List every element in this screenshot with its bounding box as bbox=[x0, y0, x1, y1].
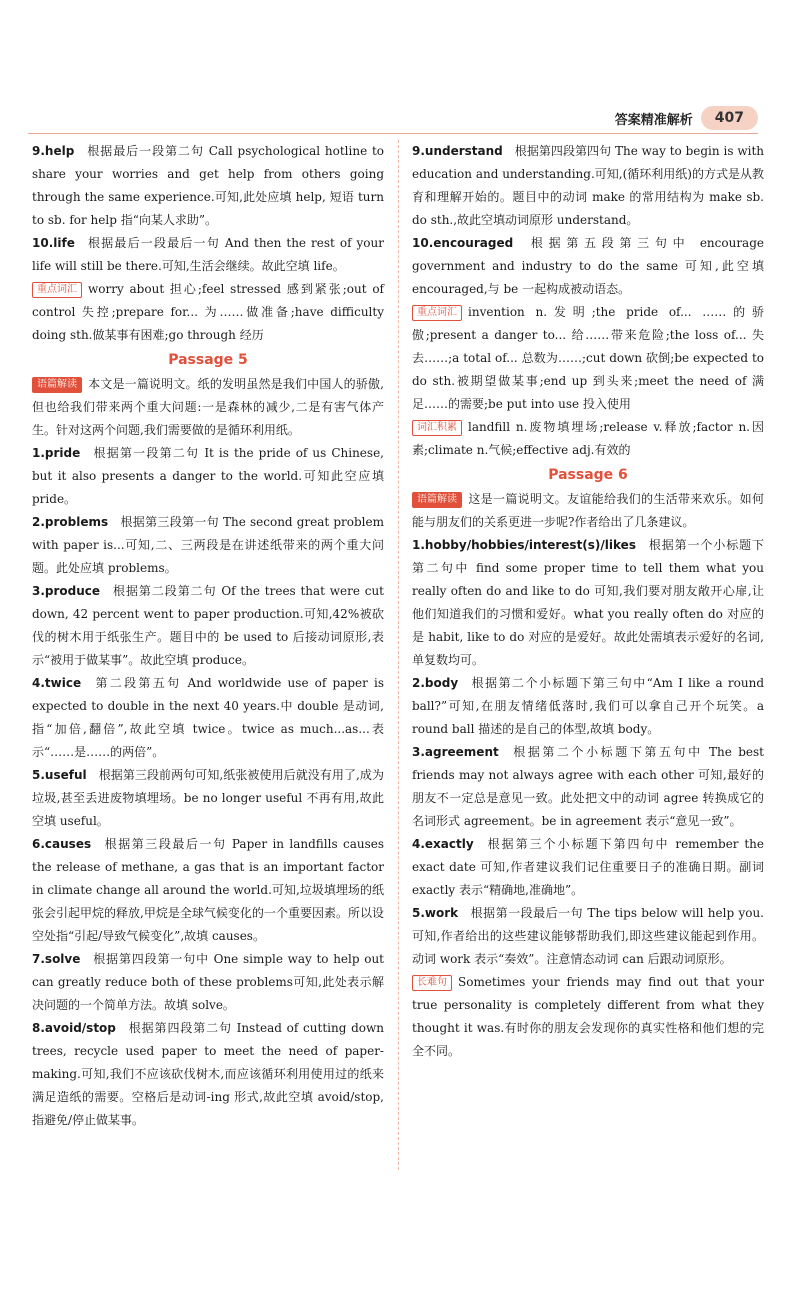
answer-entry bbox=[32, 1017, 384, 1132]
explanation-text: 根据第五段第三句中 encourage government and industry to do the same 可知,此空填 encouraged,与 be 一起构成被动语态。 bbox=[412, 236, 764, 296]
page-header bbox=[615, 104, 758, 132]
explanation-text: 这是一篇说明文。友谊能给我们的生活带来欢乐。如何能与朋友们的关系更进一步呢?作者给出了几条建议。 bbox=[412, 492, 764, 529]
vocabulary-note bbox=[412, 416, 764, 462]
explanation-text: worry about 担心;feel stressed 感到紧张;out of control 失控;prepare for... 为……做准备;have difficulty doing sth.做某事有困难;go through 经历 bbox=[32, 282, 384, 342]
explanation-text: 根据第二段第二句 Of the trees that were cut down, 42 percent went to paper production.可知,42%被砍伐的树木用于纸张生产。题目中的 be used to 后接动词原形,表示“被用于做某事”。故此空填 produce。 bbox=[32, 584, 384, 667]
question-number: 1. bbox=[412, 538, 425, 552]
answer-entry bbox=[32, 833, 384, 948]
passage-heading: Passage 5 bbox=[168, 352, 248, 368]
answer-word: help bbox=[44, 144, 75, 158]
explanation-text: 根据第四段第二句 Instead of cutting down trees, recycle used paper to meet the need of paper-making.可知,我们不应该砍伐树木,而应该循环利用使用过的纸来满足造纸的需要。空格后是动词-ing 形式,故此空填 avoid/stop,指避免/停止做某事。 bbox=[32, 1021, 384, 1127]
header-rule bbox=[28, 133, 758, 134]
explanation-text: 根据最后一段最后一句 And then the rest of your life will still be there.可知,生活会继续。故此空填 life。 bbox=[32, 236, 384, 273]
explanation-text: 根据第二个小标题下第三句中“Am I like a round ball?”可知,在朋友情绪低落时,我们可以拿自己开个玩笑。a round ball 描述的是自己的体型,故填 body。 bbox=[412, 676, 764, 736]
section-tag: 重点词汇 bbox=[412, 305, 462, 321]
question-number: 10. bbox=[32, 236, 54, 250]
explanation-text: 第二段第五句 And worldwide use of paper is expected to double in the next 40 years.中 double 是动词,指“加倍,翻倍”,故此空填 twice。twice as much...as...表示“……是……的两倍”。 bbox=[32, 676, 384, 759]
question-number: 5. bbox=[32, 768, 45, 782]
explanation-text: 根据第三段第一句 The second great problem with paper is...可知,二、三两段是在讲述纸带来的两个重大问题。此处应填 problems。 bbox=[32, 515, 384, 575]
answer-entry bbox=[32, 232, 384, 278]
answer-entry bbox=[412, 140, 764, 232]
answer-word: problems bbox=[44, 515, 109, 529]
answer-entry bbox=[32, 580, 384, 672]
explanation-text: 根据第一段最后一句 The tips below will help you.可知,作者给出的这些建议能够帮助我们,即这些建议能起到作用。动词 work 表示“奏效”。注意情态动词 can 后跟动词原形。 bbox=[412, 906, 764, 966]
section-tag: 语篇解读 bbox=[412, 492, 462, 508]
answer-word: causes bbox=[44, 837, 92, 851]
answer-word: exactly bbox=[424, 837, 474, 851]
answer-entry bbox=[412, 833, 764, 902]
vocabulary-note bbox=[412, 301, 764, 416]
answer-word: hobby/hobbies/interest(s)/likes bbox=[424, 538, 636, 552]
explanation-text: 根据第二个小标题下第五句中 The best friends may not always agree with each other 可知,最好的朋友不一定总是意见一致。此处把文中的动词 agree 转换成它的名词形式 agreement。be in agreement 表示“意见一致”。 bbox=[412, 745, 764, 828]
explanation-text: 根据最后一段第二句 Call psychological hotline to share your worries and get help from others going through the same experience.可知,此处应填 help, 短语 turn to sb. for help 指“向某人求助”。 bbox=[32, 144, 384, 227]
answer-word: understand bbox=[424, 144, 503, 158]
answer-word: produce bbox=[44, 584, 101, 598]
answer-entry bbox=[412, 741, 764, 833]
answer-entry bbox=[32, 511, 384, 580]
section-tag: 语篇解读 bbox=[32, 377, 82, 393]
question-number: 4. bbox=[412, 837, 425, 851]
explanation-text: 根据第三段前两句可知,纸张被使用后就没有用了,成为垃圾,甚至丢进废物填埋场。be no longer useful 不再有用,故此空填 useful。 bbox=[32, 768, 384, 828]
explanation-text: 本文是一篇说明文。纸的发明虽然是我们中国人的骄傲,但也给我们带来两个重大问题:一是森林的减少,二是有害气体产生。针对这两个问题,我们需要做的是循环利用纸。 bbox=[32, 377, 384, 437]
right-column bbox=[412, 140, 764, 1063]
question-number: 5. bbox=[412, 906, 425, 920]
answer-word: life bbox=[53, 236, 75, 250]
answer-entry bbox=[32, 672, 384, 764]
answer-word: encouraged bbox=[433, 236, 514, 250]
explanation-text: 根据第一个小标题下第二句中 find some proper time to tell them what you really often do and like to do 可知,我们要对朋友敞开心扉,让他们知道我们的习惯和爱好。what you really often do 对应的是 habit, like to do 对应的是爱好。故此处需填表示爱好的名词,单复数均可。 bbox=[412, 538, 764, 667]
answer-entry bbox=[32, 442, 384, 511]
explanation-text: 根据第四段第四句 The way to begin is with education and understanding.可知,(循环利用纸)的方式是从教育和理解开始的。题目中的动词 make 的常用结构为 make sb. do sth.,故此空填动词原形 understand。 bbox=[412, 144, 764, 227]
explanation-text: invention n.发明;the pride of... ……的骄傲;present a danger to... 给……带来危险;the loss of... 失去……;a total of... 总数为……;cut down 砍倒;be expected to do sth.被期望做某事;end up 到头来;meet the need of 满足……的需要;be put into use 投入使用 bbox=[412, 305, 764, 411]
question-number: 8. bbox=[32, 1021, 45, 1035]
answer-entry bbox=[32, 948, 384, 1017]
answer-word: body bbox=[424, 676, 459, 690]
explanation-text: 根据第三个小标题下第四句中 remember the exact date 可知,作者建议我们记住重要日子的准确日期。副词 exactly 表示“精确地,准确地”。 bbox=[412, 837, 764, 897]
answer-entry bbox=[32, 140, 384, 232]
left-column bbox=[32, 140, 384, 1132]
answer-entry bbox=[412, 672, 764, 741]
question-number: 1. bbox=[32, 446, 45, 460]
question-number: 4. bbox=[32, 676, 45, 690]
explanation-text: 根据第四段第一句中 One simple way to help out can greatly reduce both of these problems可知,此处表示解决问题的一个简单方法。故填 solve。 bbox=[32, 952, 384, 1012]
explanation-text: landfill n.废物填埋场;release v.释放;factor n.因素;climate n.气候;effective adj.有效的 bbox=[412, 420, 764, 457]
question-number: 7. bbox=[32, 952, 45, 966]
question-number: 3. bbox=[32, 584, 45, 598]
answer-entry bbox=[32, 764, 384, 833]
answer-word: useful bbox=[44, 768, 87, 782]
question-number: 6. bbox=[32, 837, 45, 851]
vocabulary-note bbox=[412, 971, 764, 1063]
question-number: 2. bbox=[32, 515, 45, 529]
section-tag: 词汇积累 bbox=[412, 420, 462, 436]
header-title: 答案精准解析 bbox=[614, 112, 693, 128]
answer-entry bbox=[412, 232, 764, 301]
question-number: 3. bbox=[412, 745, 425, 759]
vocabulary-note bbox=[412, 488, 764, 534]
vocabulary-note bbox=[32, 373, 384, 442]
answer-word: pride bbox=[44, 446, 81, 460]
answer-word: avoid/stop bbox=[44, 1021, 116, 1035]
passage-heading: Passage 6 bbox=[548, 467, 628, 483]
question-number: 9. bbox=[412, 144, 425, 158]
question-number: 2. bbox=[412, 676, 425, 690]
question-number: 10. bbox=[412, 236, 434, 250]
answer-entry bbox=[412, 534, 764, 672]
section-tag: 长难句 bbox=[412, 975, 452, 991]
page-number: 407 bbox=[701, 106, 758, 130]
vocabulary-note bbox=[32, 278, 384, 347]
section-tag: 重点词汇 bbox=[32, 282, 82, 298]
explanation-text: Sometimes your friends may find out that your true personality is completely different from what they thought it was.有时你的朋友会发现你的真实性格和他们想的完全不同。 bbox=[412, 975, 764, 1058]
answer-word: agreement bbox=[424, 745, 499, 759]
answer-word: solve bbox=[44, 952, 81, 966]
answer-word: work bbox=[424, 906, 459, 920]
column-divider bbox=[398, 140, 399, 1170]
explanation-text: 根据第一段第二句 It is the pride of us Chinese, but it also presents a danger to the world.可知此空应填 pride。 bbox=[32, 446, 384, 506]
answer-word: twice bbox=[44, 676, 82, 690]
explanation-text: 根据第三段最后一句 Paper in landfills causes the release of methane, a gas that is an important factor in climate change all around the world.可知,垃圾填埋场的纸张会引起甲烷的释放,甲烷是全球气候变化的一个重要因素。所以设空处指“引起/导致气候变化”,故填 causes。 bbox=[32, 837, 384, 943]
answer-entry bbox=[412, 902, 764, 971]
question-number: 9. bbox=[32, 144, 45, 158]
